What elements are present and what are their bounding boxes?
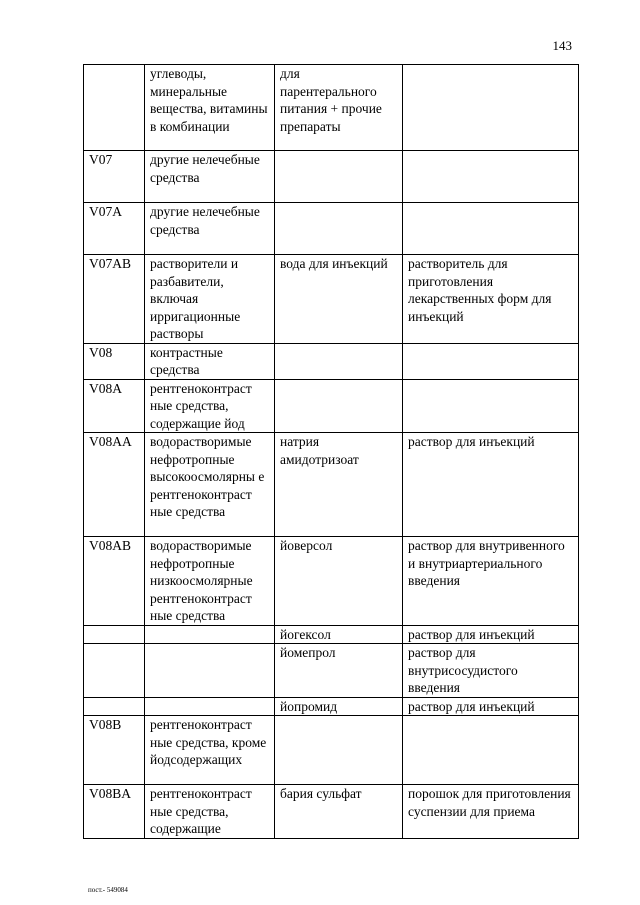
- group-name-cell: рентгеноконтраст ные средства, содержащие йод: [145, 379, 275, 433]
- atc-code-cell: V08AA: [84, 433, 145, 537]
- table-row: [84, 697, 579, 716]
- atc-code-cell: [84, 65, 145, 151]
- table-row: [84, 644, 579, 698]
- drug-name-cell: [275, 151, 403, 203]
- drug-name-cell: йомепрол: [275, 644, 403, 698]
- table-row: [84, 716, 579, 785]
- drug-name-cell: [275, 379, 403, 433]
- atc-code-cell: V07: [84, 151, 145, 203]
- group-name-cell: другие нелечебные средства: [145, 151, 275, 203]
- atc-code-cell: V07AB: [84, 255, 145, 344]
- group-name-cell: водорастворимые нефротропные высокоосмолярны е рентгеноконтраст ные средства: [145, 433, 275, 537]
- atc-code-cell: V08BA: [84, 785, 145, 839]
- drug-name-cell: бария сульфат: [275, 785, 403, 839]
- group-name-cell: водорастворимые нефротропные низкоосмолярные рентгеноконтраст ные средства: [145, 537, 275, 626]
- dosage-form-cell: раствор для инъекций: [403, 697, 579, 716]
- drug-name-cell: йопромид: [275, 697, 403, 716]
- group-name-cell: контрастные средства: [145, 343, 275, 379]
- dosage-form-cell: растворитель для приготовления лекарственных форм для инъекций: [403, 255, 579, 344]
- atc-code-cell: V07A: [84, 203, 145, 255]
- table-row: [84, 625, 579, 644]
- group-name-cell: [145, 697, 275, 716]
- drug-classification-table: [83, 64, 579, 839]
- group-name-cell: углеводы, минеральные вещества, витамины в комбинации: [145, 65, 275, 151]
- table-row: [84, 537, 579, 626]
- table-row: [84, 203, 579, 255]
- table-row: [84, 151, 579, 203]
- atc-code-cell: V08: [84, 343, 145, 379]
- dosage-form-cell: [403, 343, 579, 379]
- table-row: [84, 379, 579, 433]
- table-row: [84, 343, 579, 379]
- page-number: 143: [552, 38, 572, 53]
- atc-code-cell: [84, 625, 145, 644]
- group-name-cell: рентгеноконтраст ные средства, содержащие: [145, 785, 275, 839]
- drug-name-cell: вода для инъекций: [275, 255, 403, 344]
- table-row: [84, 433, 579, 537]
- drug-name-cell: йоверсол: [275, 537, 403, 626]
- drug-name-cell: для парентерального питания + прочие препараты: [275, 65, 403, 151]
- group-name-cell: другие нелечебные средства: [145, 203, 275, 255]
- drug-name-cell: натрия амидотризоат: [275, 433, 403, 537]
- table-row: [84, 65, 579, 151]
- dosage-form-cell: раствор для инъекций: [403, 433, 579, 537]
- drug-name-cell: [275, 343, 403, 379]
- group-name-cell: рентгеноконтраст ные средства, кроме йодсодержащих: [145, 716, 275, 785]
- atc-code-cell: [84, 697, 145, 716]
- group-name-cell: [145, 644, 275, 698]
- atc-code-cell: V08AB: [84, 537, 145, 626]
- dosage-form-cell: раствор для внутривенного и внутриартериального введения: [403, 537, 579, 626]
- document-footer: пост.- 549084: [88, 886, 128, 894]
- drug-name-cell: [275, 203, 403, 255]
- group-name-cell: [145, 625, 275, 644]
- dosage-form-cell: [403, 379, 579, 433]
- dosage-form-cell: раствор для внутрисосудистого введения: [403, 644, 579, 698]
- atc-code-cell: [84, 644, 145, 698]
- atc-code-cell: V08B: [84, 716, 145, 785]
- group-name-cell: растворители и разбавители, включая ирригационные растворы: [145, 255, 275, 344]
- dosage-form-cell: [403, 203, 579, 255]
- drug-name-cell: [275, 716, 403, 785]
- table-row: [84, 785, 579, 839]
- drug-name-cell: йогексол: [275, 625, 403, 644]
- dosage-form-cell: [403, 716, 579, 785]
- dosage-form-cell: порошок для приготовления суспензии для приема: [403, 785, 579, 839]
- table-row: [84, 255, 579, 344]
- dosage-form-cell: раствор для инъекций: [403, 625, 579, 644]
- atc-code-cell: V08A: [84, 379, 145, 433]
- dosage-form-cell: [403, 151, 579, 203]
- dosage-form-cell: [403, 65, 579, 151]
